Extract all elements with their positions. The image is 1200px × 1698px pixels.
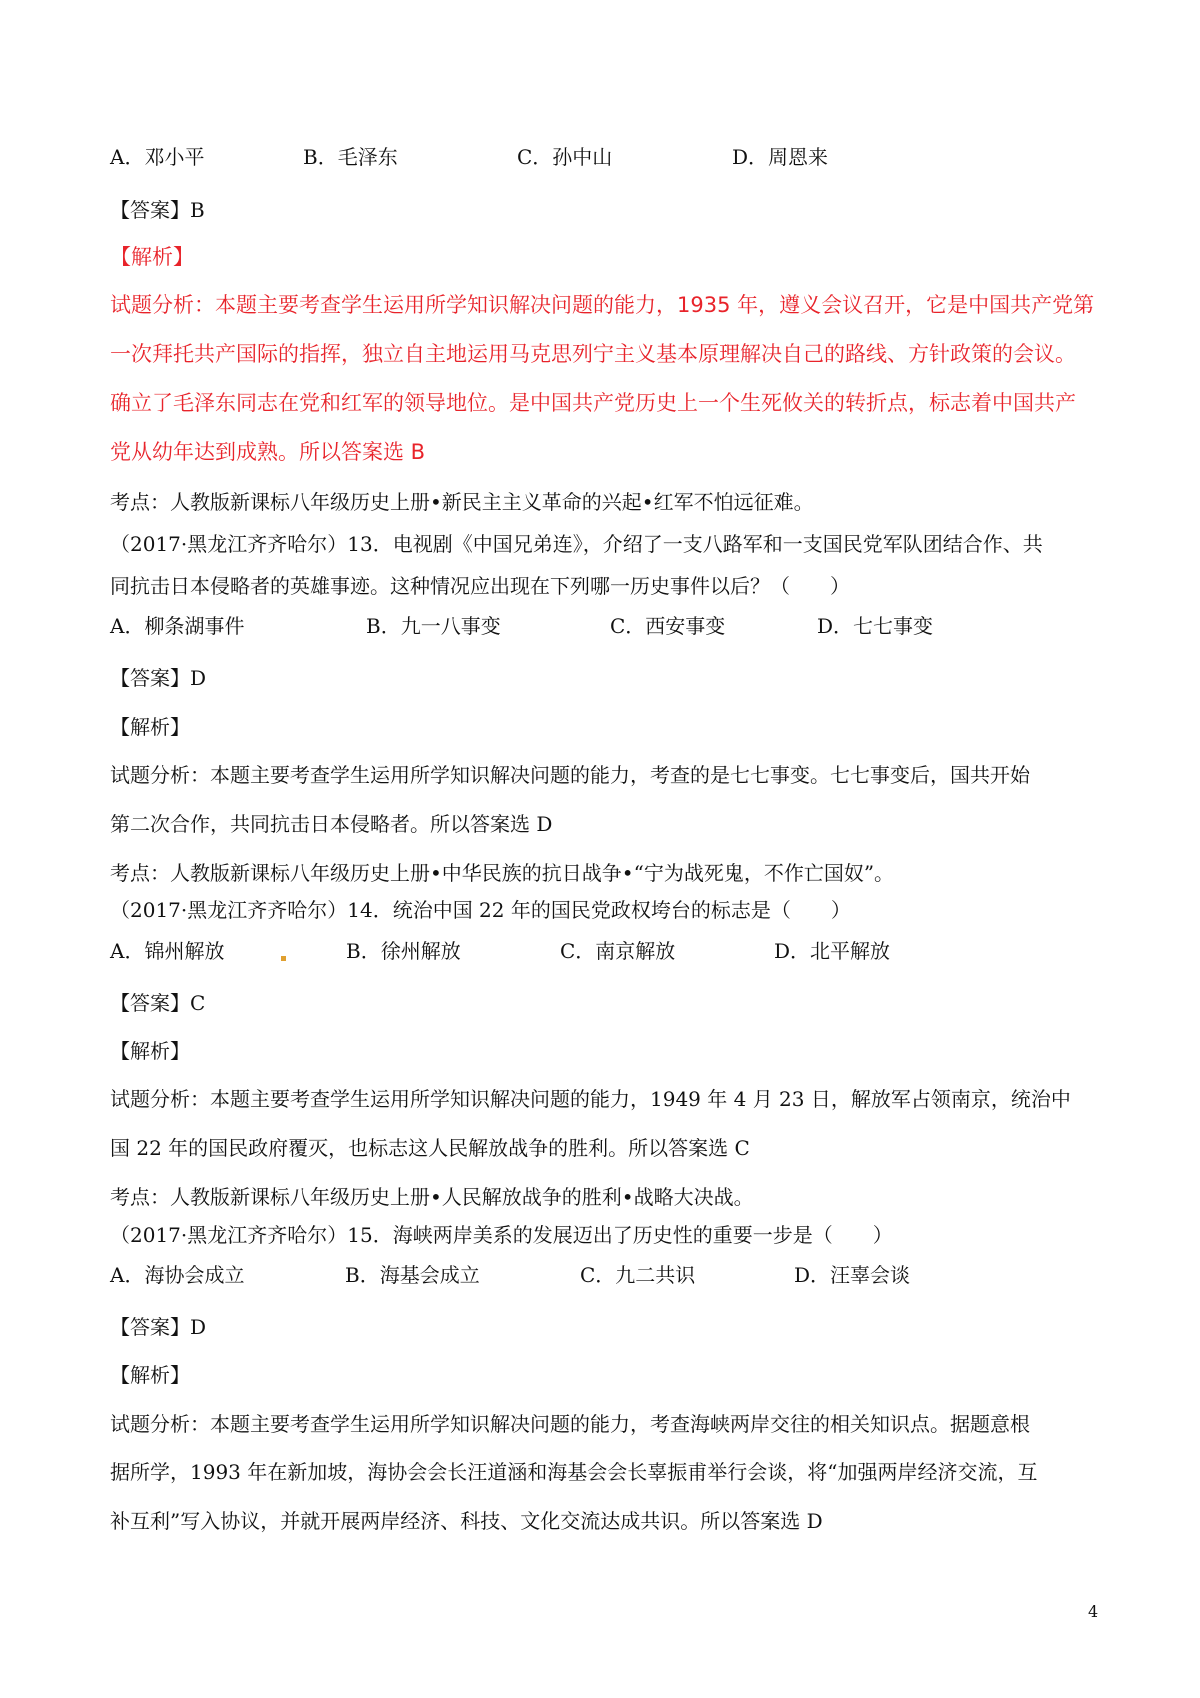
q12-analysis-line: 一次拜托共产国际的指挥，独立自主地运用马克思列宁主义基本原理解决自己的路线、方针政策的会议。: [110, 342, 1076, 366]
q15-analysis-line: 补互利”写入协议，并就开展两岸经济、科技、文化交流达成共识。所以答案选 D: [110, 1509, 823, 1533]
q13-analysis-line: 第二次合作，共同抗击日本侵略者。所以答案选 D: [110, 812, 553, 836]
option-d: D．汪辜会谈: [794, 1263, 911, 1287]
q13-analysis-label: 【解析】: [110, 715, 190, 739]
q15-analysis-label: 【解析】: [110, 1363, 190, 1387]
q13-stem-line: 同抗击日本侵略者的英雄事迹。这种情况应出现在下列哪一历史事件以后？（ ）: [110, 574, 850, 598]
option-d: D．周恩来: [732, 145, 829, 169]
option-d: D．七七事变: [817, 614, 934, 638]
q15-analysis-line: 据所学，1993 年在新加坡，海协会会长汪道涵和海基会会长辜振甫举行会谈，将“加强两岸经济交流，互: [110, 1460, 1038, 1484]
q14-kaodian: 考点：人教版新课标八年级历史上册•人民解放战争的胜利•战略大决战。: [110, 1185, 754, 1209]
page-number: 4: [1088, 1602, 1099, 1621]
q13-analysis-line: 试题分析：本题主要考查学生运用所学知识解决问题的能力，考查的是七七事变。七七事变后，国共开始: [110, 763, 1030, 787]
option-c: C．孙中山: [517, 145, 613, 169]
q14-answer: 【答案】C: [110, 991, 206, 1015]
q15-stem-line: （2017·黑龙江齐齐哈尔）15．海峡两岸美系的发展迈出了历史性的重要一步是（ ）: [110, 1223, 893, 1247]
q12-answer: 【答案】B: [110, 198, 205, 222]
option-b: B．徐州解放: [346, 939, 461, 963]
q14-stem-line: （2017·黑龙江齐齐哈尔）14．统治中国 22 年的国民党政权垮台的标志是（ ）: [110, 898, 851, 922]
stray-dot: [281, 956, 286, 961]
q15-answer: 【答案】D: [110, 1315, 207, 1339]
q13-kaodian: 考点：人教版新课标八年级历史上册•中华民族的抗日战争•“宁为战死鬼，不作亡国奴”。: [110, 861, 895, 885]
q12-analysis-line: 试题分析：本题主要考查学生运用所学知识解决问题的能力，1935 年，遵义会议召开，它是中国共产党第: [110, 293, 1095, 317]
option-b: B．毛泽东: [303, 145, 398, 169]
q12-analysis-line: 党从幼年达到成熟。所以答案选 B: [110, 440, 426, 464]
q14-analysis-label: 【解析】: [110, 1039, 190, 1063]
option-b: B．海基会成立: [345, 1263, 480, 1287]
option-d: D．北平解放: [774, 939, 891, 963]
option-b: B．九一八事变: [366, 614, 501, 638]
option-a: A．海协会成立: [110, 1263, 245, 1287]
q14-analysis-line: 国 22 年的国民政府覆灭，也标志这人民解放战争的胜利。所以答案选 C: [110, 1136, 750, 1160]
q15-analysis-line: 试题分析：本题主要考查学生运用所学知识解决问题的能力，考查海峡两岸交往的相关知识点。据题意根: [110, 1412, 1030, 1436]
q12-analysis-line: 确立了毛泽东同志在党和红军的领导地位。是中国共产党历史上一个生死攸关的转折点，标志着中国共产: [110, 391, 1076, 415]
option-a: A．锦州解放: [110, 939, 225, 963]
q13-stem-line: （2017·黑龙江齐齐哈尔）13．电视剧《中国兄弟连》，介绍了一支八路军和一支国民党军队团结合作、共: [110, 532, 1043, 556]
option-a: A．邓小平: [110, 145, 205, 169]
option-c: C．南京解放: [560, 939, 676, 963]
option-c: C．西安事变: [610, 614, 726, 638]
option-c: C．九二共识: [580, 1263, 696, 1287]
q12-kaodian: 考点：人教版新课标八年级历史上册•新民主主义革命的兴起•红军不怕远征难。: [110, 490, 814, 514]
q14-analysis-line: 试题分析：本题主要考查学生运用所学知识解决问题的能力，1949 年 4 月 23 日，解放军占领南京，统治中: [110, 1087, 1071, 1111]
q13-answer: 【答案】D: [110, 666, 207, 690]
q12-analysis-label: 【解析】: [110, 245, 194, 269]
option-a: A．柳条湖事件: [110, 614, 245, 638]
